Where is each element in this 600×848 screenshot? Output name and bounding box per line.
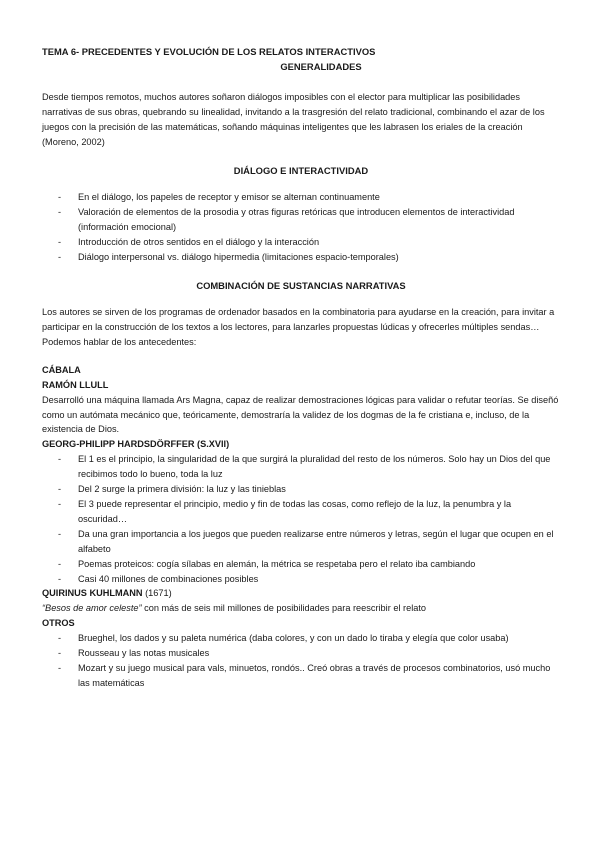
harsdorffer-list — [42, 452, 560, 586]
otros-heading: OTROS — [42, 618, 75, 629]
cabala-heading: CÁBALA — [42, 364, 81, 375]
combinacion-heading: COMBINACIÓN DE SUSTANCIAS NARRATIVAS — [196, 279, 406, 291]
list-item: - Da una gran importancia a los juegos que pueden realizarse entre números y letras, según el lugar que ocupen en el alfabeto — [42, 527, 560, 557]
kuhlmann-name: QUIRINUS KUHLMANN — [42, 588, 143, 599]
list-item: - Mozart y su juego musical para vals, minuetos, rondós.. Creó obras a través de procesos combinatorios, usó mucho las matemáticas — [42, 661, 560, 691]
combinacion-paragraph: Los autores se sirven de los programas de ordenador basados en la combinatoria para ayudarse en la creación, para invitar a participar en la construcción de los textos a los lectores, para lanzarles propuestas lúdicas y ofrecerles múltiples sendas… — [42, 307, 555, 332]
llull-paragraph: Desarrolló una máquina llamada Ars Magna, capaz de realizar demostraciones lógicas para validar o refutar teorías. Se diseñó como un autómata mecánico que, teóricamente, demostraría la validez de los dogmas de la fe cristiana e, incluso, de la existencia de Dios. — [42, 394, 559, 435]
kuhlmann-text: con más de seis mil millones de posibilidades para reescribir el relato — [141, 603, 427, 614]
list-item: - Brueghel, los dados y su paleta numérica (daba colores, y con un dado lo tiraba y elegía que color usaba) — [42, 631, 560, 646]
document-subtitle: GENERALIDADES — [280, 61, 362, 73]
list-item: - Poemas proteicos: cogía sílabas en alemán, la métrica se respetaba pero el relato iba cambiando — [42, 557, 560, 572]
list-item: - Valoración de elementos de la prosodia y otras figuras retóricas que introducen elementos de interactividad (información emocional) — [42, 205, 560, 235]
kuhlmann-line — [42, 601, 560, 616]
list-item: - Del 2 surge la primera división: la luz y las tinieblas — [42, 482, 560, 497]
dialogo-heading: DIÁLOGO E INTERACTIVIDAD — [233, 165, 369, 177]
document-title: TEMA 6- PRECEDENTES Y EVOLUCIÓN DE LOS RELATOS INTERACTIVOS — [42, 46, 376, 57]
antecedentes-line: Podemos hablar de los antecedentes: — [42, 336, 197, 347]
list-item: - Diálogo interpersonal vs. diálogo hipermedia (limitaciones espacio-temporales) — [42, 250, 560, 265]
harsdorffer-heading: GEORG-PHILIPP HARDSDÖRFFER (S.XVII) — [42, 439, 230, 450]
list-item: - Introducción de otros sentidos en el diálogo y la interacción — [42, 235, 560, 250]
llull-heading: RAMÓN LLULL — [42, 379, 109, 390]
list-item: - En el diálogo, los papeles de receptor y emisor se alternan continuamente — [42, 190, 560, 205]
list-item: - El 1 es el principio, la singularidad de la que surgirá la pluralidad del resto de los números. Solo hay un Dios del que recibimos todo lo bueno, toda la luz — [42, 452, 560, 482]
otros-list — [42, 631, 560, 691]
document-page — [42, 44, 560, 691]
kuhlmann-year: (1671) — [145, 588, 172, 599]
list-item: - Rousseau y las notas musicales — [42, 646, 560, 661]
spacer — [42, 350, 560, 363]
dialogo-list — [42, 190, 560, 265]
kuhlmann-work: “Besos de amor celeste” — [42, 603, 142, 614]
list-item: - Casi 40 millones de combinaciones posibles — [42, 572, 560, 587]
kuhlmann-heading — [42, 586, 560, 601]
intro-paragraph: Desde tiempos remotos, muchos autores soñaron diálogos imposibles con el elector para multiplicar las posibilidades narrativas de sus obras, quebrando su linealidad, invitando a la trasgresión del relato tradicional, combinando el azar de los juegos con la precisión de las matemáticas, soñando máquinas inteligentes que les labrasen los eriales de la creación (Moreno, 2002) — [42, 92, 545, 148]
list-item: - El 3 puede representar el principio, medio y fin de todas las cosas, como reflejo de la luz, la penumbra y la oscuridad… — [42, 497, 560, 527]
